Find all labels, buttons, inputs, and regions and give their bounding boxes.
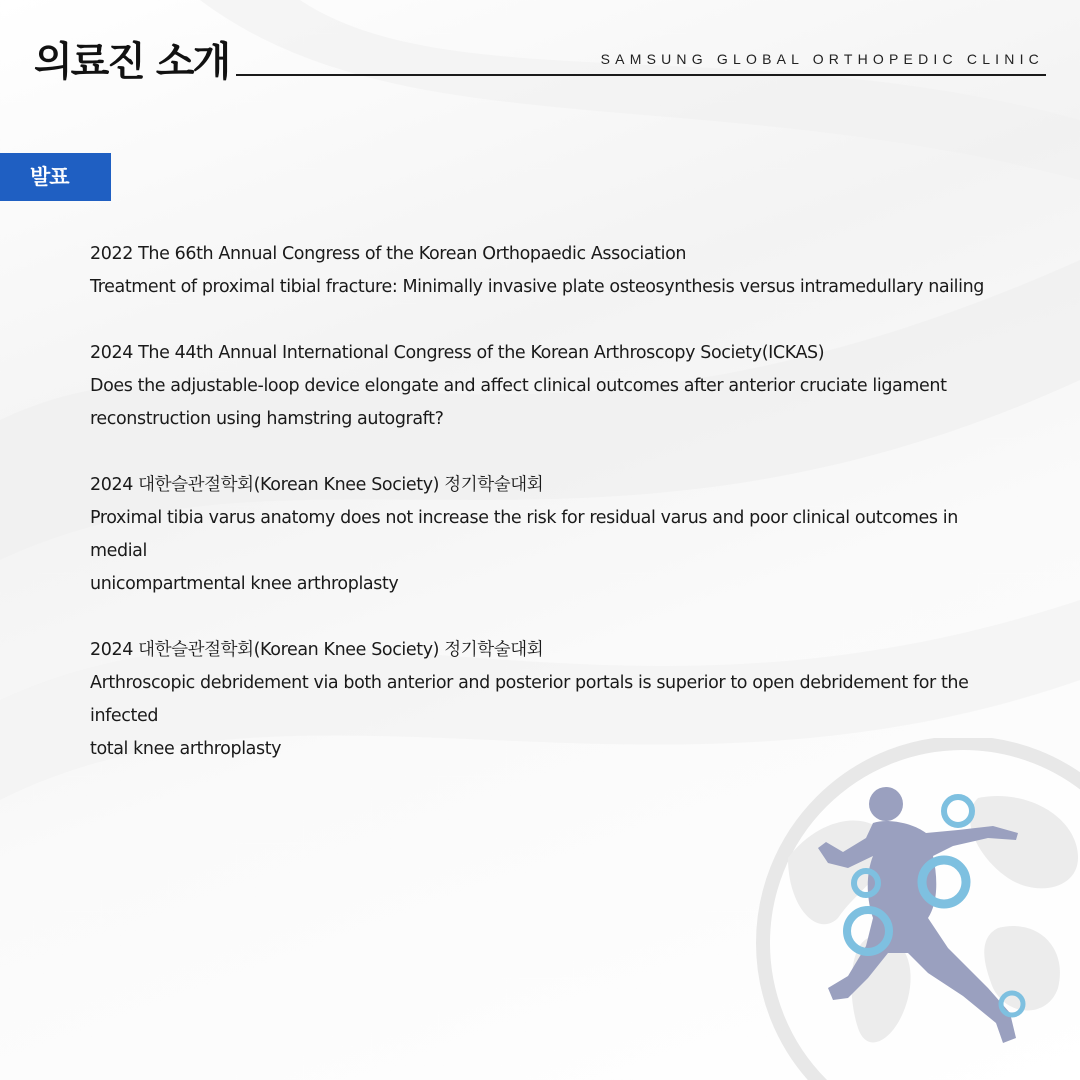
list-item <box>90 238 1020 304</box>
section-tag: 발표 <box>0 153 111 201</box>
entry-heading: 2024 The 44th Annual International Congress of the Korean Arthroscopy Society(ICKAS) <box>90 343 825 363</box>
entry-heading: 2024 대한슬관절학회(Korean Knee Society) 정기학술대회 <box>90 475 544 495</box>
clinic-name: SAMSUNG GLOBAL ORTHOPEDIC CLINIC <box>600 51 1044 67</box>
entry-line: Arthroscopic debridement via both anterior and posterior portals is superior to open debridement for the infected <box>90 673 969 726</box>
list-item <box>90 469 1020 601</box>
entry-line: total knee arthroplasty <box>90 739 282 759</box>
header-divider <box>236 74 1046 76</box>
page-title: 의료진 소개 <box>34 39 230 85</box>
runner-globe-logo <box>748 738 1080 1080</box>
entry-line: Treatment of proximal tibial fracture: Minimally invasive plate osteosynthesis versus intramedullary nailing <box>90 277 985 297</box>
entry-line: Does the adjustable-loop device elongate and affect clinical outcomes after anterior cruciate ligament <box>90 376 947 396</box>
entry-line: reconstruction using hamstring autograft? <box>90 409 444 429</box>
list-item <box>90 337 1020 436</box>
entry-heading: 2022 The 66th Annual Congress of the Korean Orthopaedic Association <box>90 244 687 264</box>
presentation-list <box>90 238 1020 799</box>
entry-heading: 2024 대한슬관절학회(Korean Knee Society) 정기학술대회 <box>90 640 544 660</box>
entry-line: unicompartmental knee arthroplasty <box>90 574 399 594</box>
entry-line: Proximal tibia varus anatomy does not increase the risk for residual varus and poor clinical outcomes in medial <box>90 508 958 561</box>
